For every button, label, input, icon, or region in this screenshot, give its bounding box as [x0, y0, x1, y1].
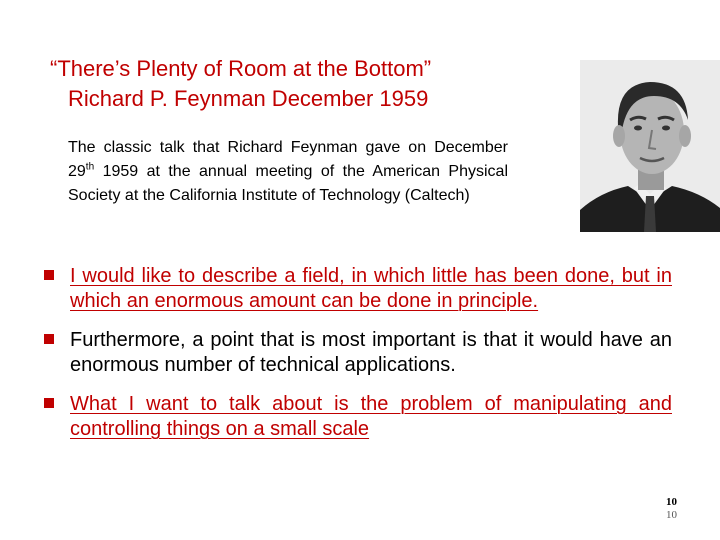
bullet-item[interactable]	[44, 392, 672, 442]
square-bullet-icon	[44, 270, 54, 280]
portrait-image	[580, 60, 720, 232]
bullet-text: I would like to describe a field, in which little has been done, but in which an enormous amount can be done in principle.	[70, 265, 672, 312]
bullet-item[interactable]	[44, 264, 672, 314]
bullet-text: What I want to talk about is the problem of manipulating and controlling things on a small scale	[70, 393, 672, 440]
bullet-list	[44, 264, 672, 456]
slide-title	[50, 54, 530, 114]
title-quote: “There’s Plenty of Room at the Bottom”	[50, 56, 432, 81]
square-bullet-icon	[44, 398, 54, 408]
page-number-secondary: 10	[666, 509, 677, 521]
intro-text-1: The classic talk that Richard Feynman gave on December 29	[68, 139, 508, 180]
square-bullet-icon	[44, 334, 54, 344]
intro-text-2: 1959 at the annual meeting of the American Physical Society at the California Institute of Technology (Caltech)	[68, 163, 508, 204]
bullet-item	[44, 328, 672, 378]
feynman-portrait	[580, 60, 720, 232]
page-number: 10	[666, 496, 677, 508]
bullet-text: Furthermore, a point that is most important is that it would have an enormous number of technical applications.	[70, 329, 672, 376]
intro-paragraph	[68, 136, 508, 208]
intro-superscript: th	[85, 161, 95, 173]
title-author-date: Richard P. Feynman December 1959	[68, 86, 429, 111]
